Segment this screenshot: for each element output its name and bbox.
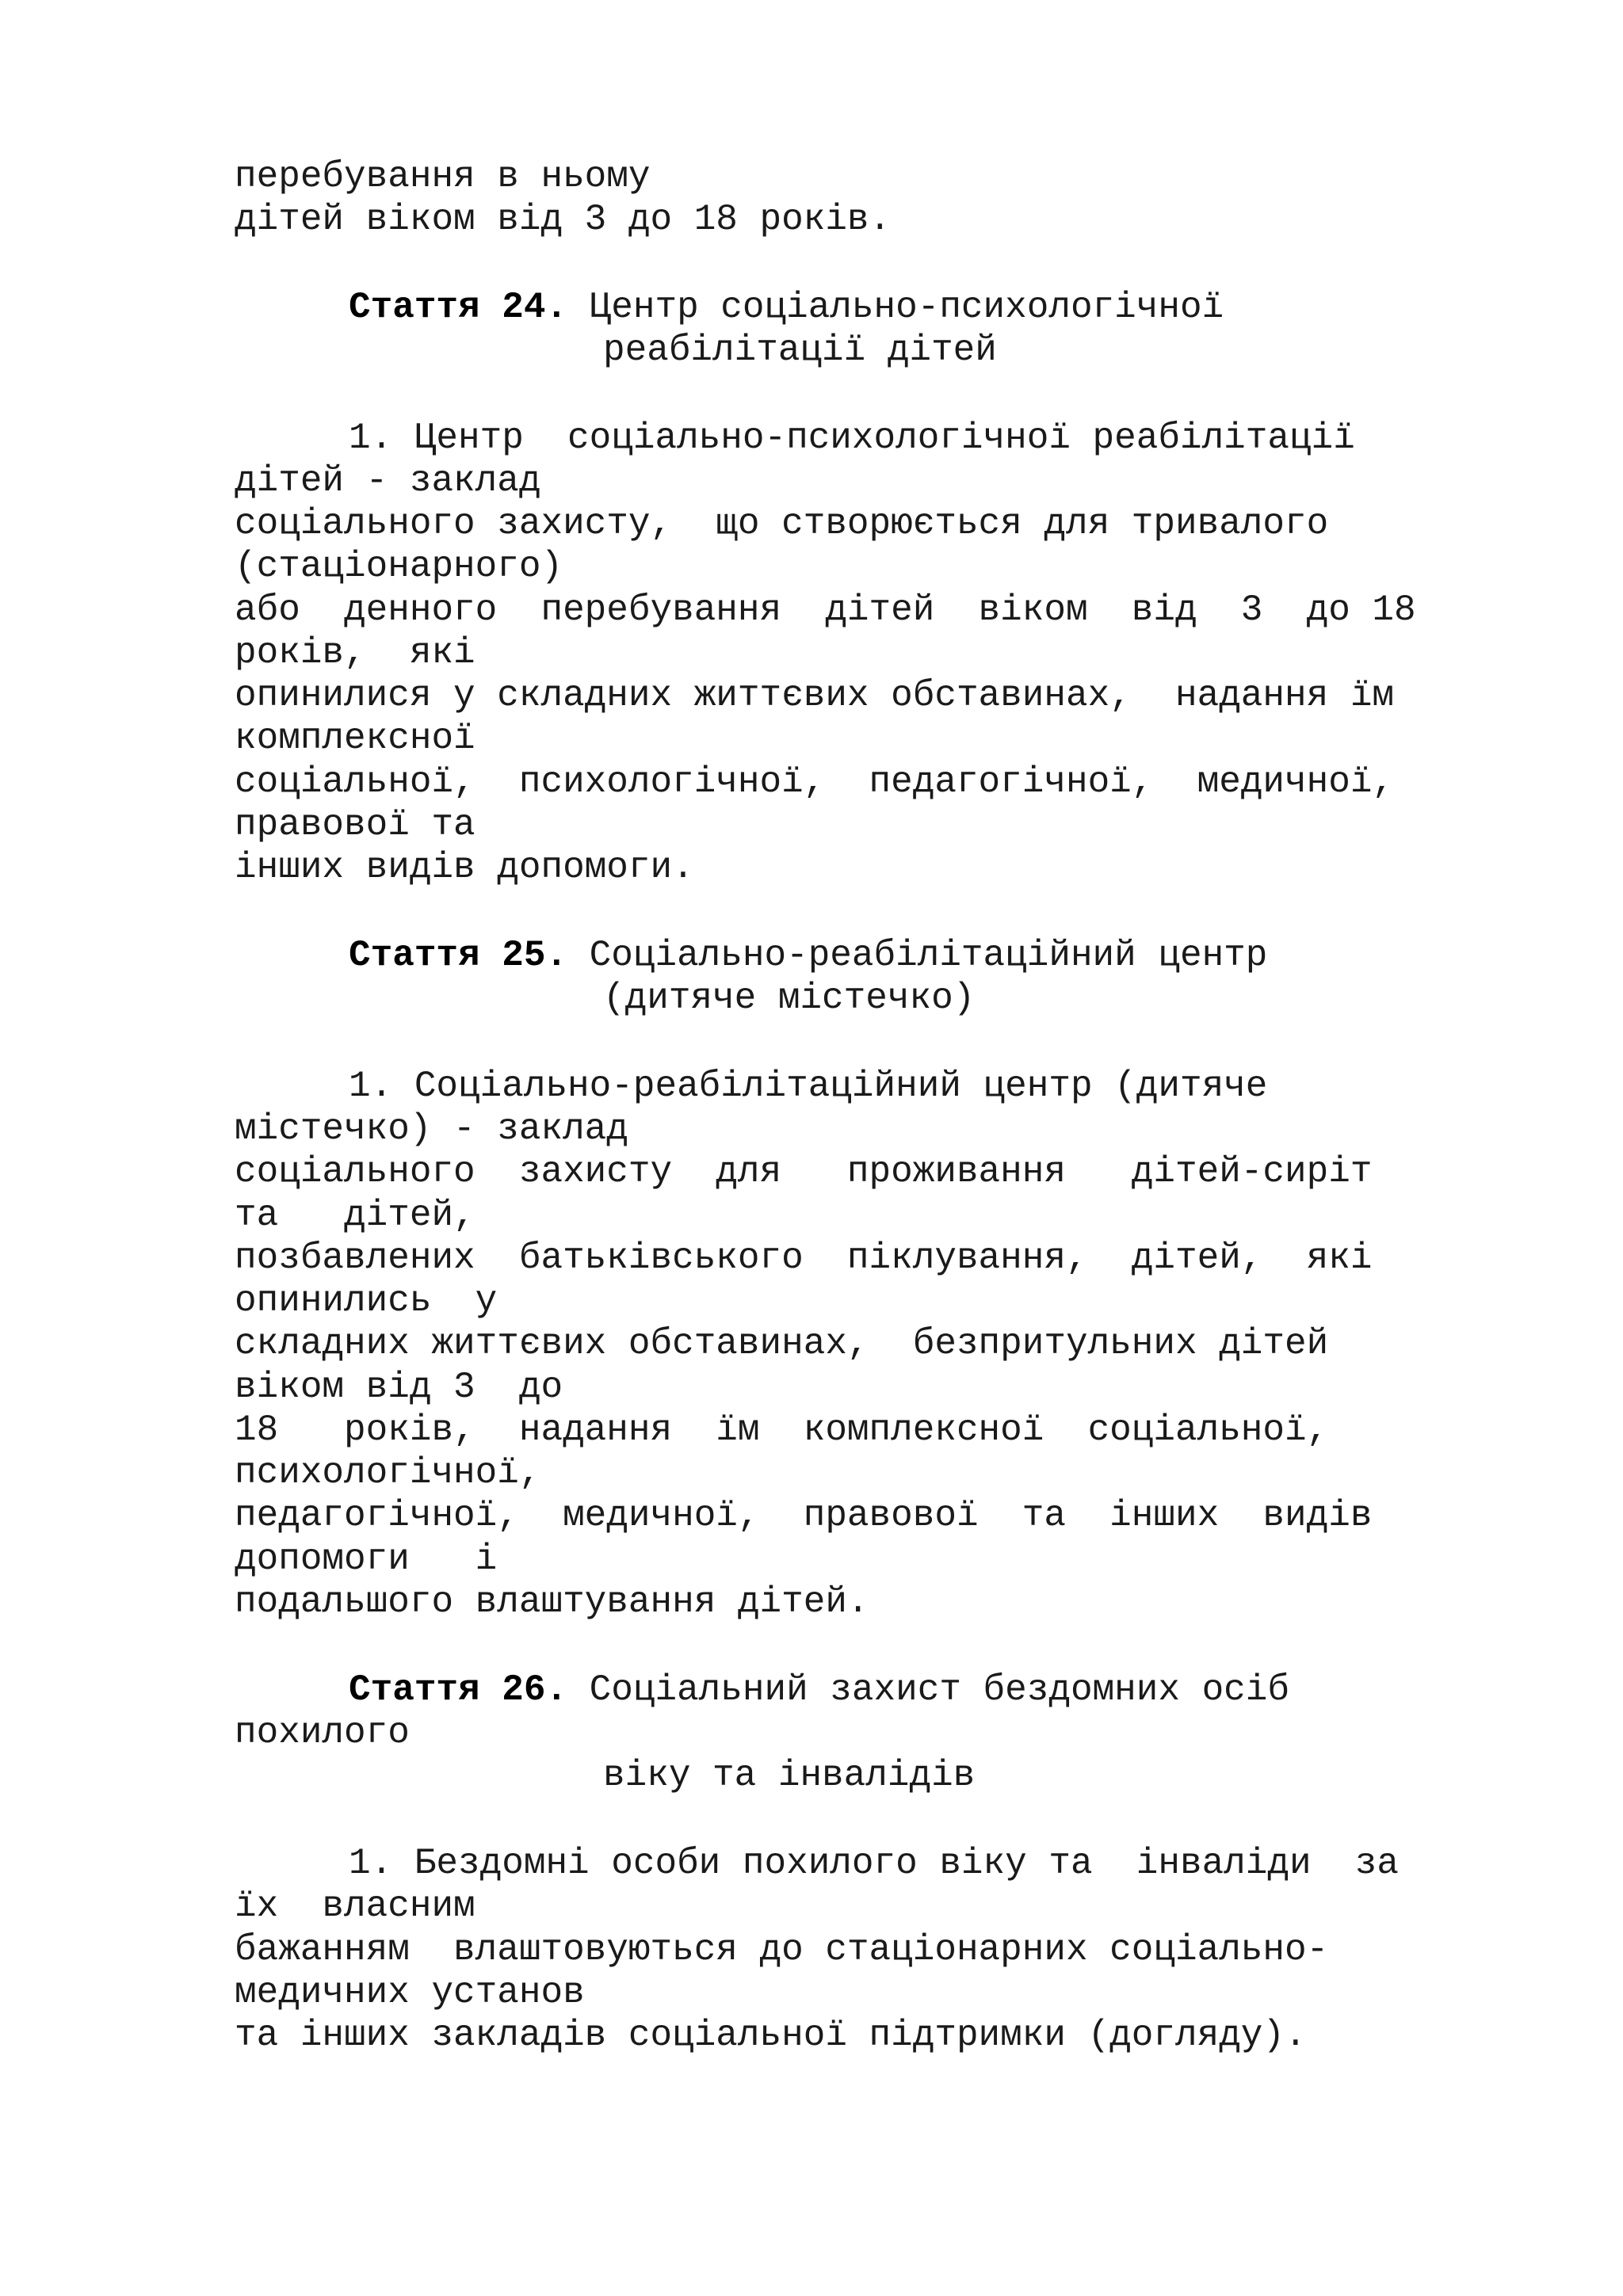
paragraph-line: комплексної — [235, 718, 475, 759]
article-26-heading — [349, 1669, 1289, 1711]
article-title-continued: похилого — [235, 1712, 410, 1753]
paragraph-line: 1. Центр соціально-психологічної реабілітації — [349, 418, 1355, 459]
paragraph-line: допомоги і — [235, 1539, 498, 1580]
article-title: Соціально-реабілітаційний центр — [589, 935, 1268, 976]
paragraph-line: 1. Бездомні особи похилого віку та інваліди за — [349, 1843, 1400, 1884]
paragraph-line: (стаціонарного) — [235, 546, 563, 587]
paragraph-line: та дітей, — [235, 1195, 475, 1236]
paragraph-line: подальшого влаштування дітей. — [235, 1581, 869, 1623]
paragraph-line: соціального захисту для проживання дітей-сиріт — [235, 1151, 1373, 1192]
paragraph-line: педагогічної, медичної, правової та інших видів — [235, 1495, 1373, 1536]
paragraph-line: містечко) - заклад — [235, 1108, 628, 1150]
paragraph-line: 18 років, надання їм комплексної соціальної, — [235, 1409, 1329, 1451]
article-title-continued: (дитяче містечко) — [603, 978, 976, 1019]
paragraph-line: соціальної, психологічної, педагогічної, медичної, — [235, 761, 1395, 803]
paragraph-line: дітей - заклад — [235, 460, 541, 502]
paragraph-line: опинилися у складних життєвих обставинах, надання їм — [235, 675, 1395, 716]
paragraph-line: або денного перебування дітей віком від 3 до 18 — [235, 589, 1416, 631]
paragraph-line: їх власним — [235, 1886, 475, 1927]
paragraph-line: бажанням влаштовуються до стаціонарних соціально- — [235, 1929, 1329, 1970]
paragraph-line: років, які — [235, 632, 475, 673]
paragraph-line: 1. Соціально-реабілітаційний центр (дитяче — [349, 1066, 1268, 1107]
article-title: Соціальний захист бездомних осіб — [589, 1669, 1289, 1711]
paragraph-line: психологічної, — [235, 1452, 541, 1493]
paragraph-line: віком від 3 до — [235, 1367, 563, 1408]
paragraph-line: складних життєвих обставинах, безпритульних дітей — [235, 1323, 1329, 1364]
article-title: Центр соціально-психологічної — [589, 287, 1224, 328]
article-24-heading — [349, 286, 1224, 329]
article-title-continued: віку та інвалідів — [603, 1755, 976, 1796]
article-number: Стаття 26. — [349, 1669, 568, 1711]
article-25-heading — [349, 934, 1267, 977]
article-number: Стаття 25. — [349, 935, 568, 976]
article-title-continued: реабілітації дітей — [603, 330, 997, 371]
paragraph-line: опинились у — [235, 1280, 498, 1322]
intro-line: дітей віком від 3 до 18 років. — [235, 199, 892, 240]
paragraph-line: правової та — [235, 804, 475, 845]
paragraph-line: та інших закладів соціальної підтримки (догляду). — [235, 2015, 1307, 2056]
paragraph-line: соціального захисту, що створюється для тривалого — [235, 503, 1329, 544]
paragraph-line: медичних установ — [235, 1972, 585, 2013]
paragraph-line: інших видів допомоги. — [235, 847, 694, 888]
intro-line: перебування в ньому — [235, 156, 651, 197]
article-number: Стаття 24. — [349, 287, 568, 328]
paragraph-line: позбавлених батьківського піклування, дітей, які — [235, 1238, 1373, 1279]
